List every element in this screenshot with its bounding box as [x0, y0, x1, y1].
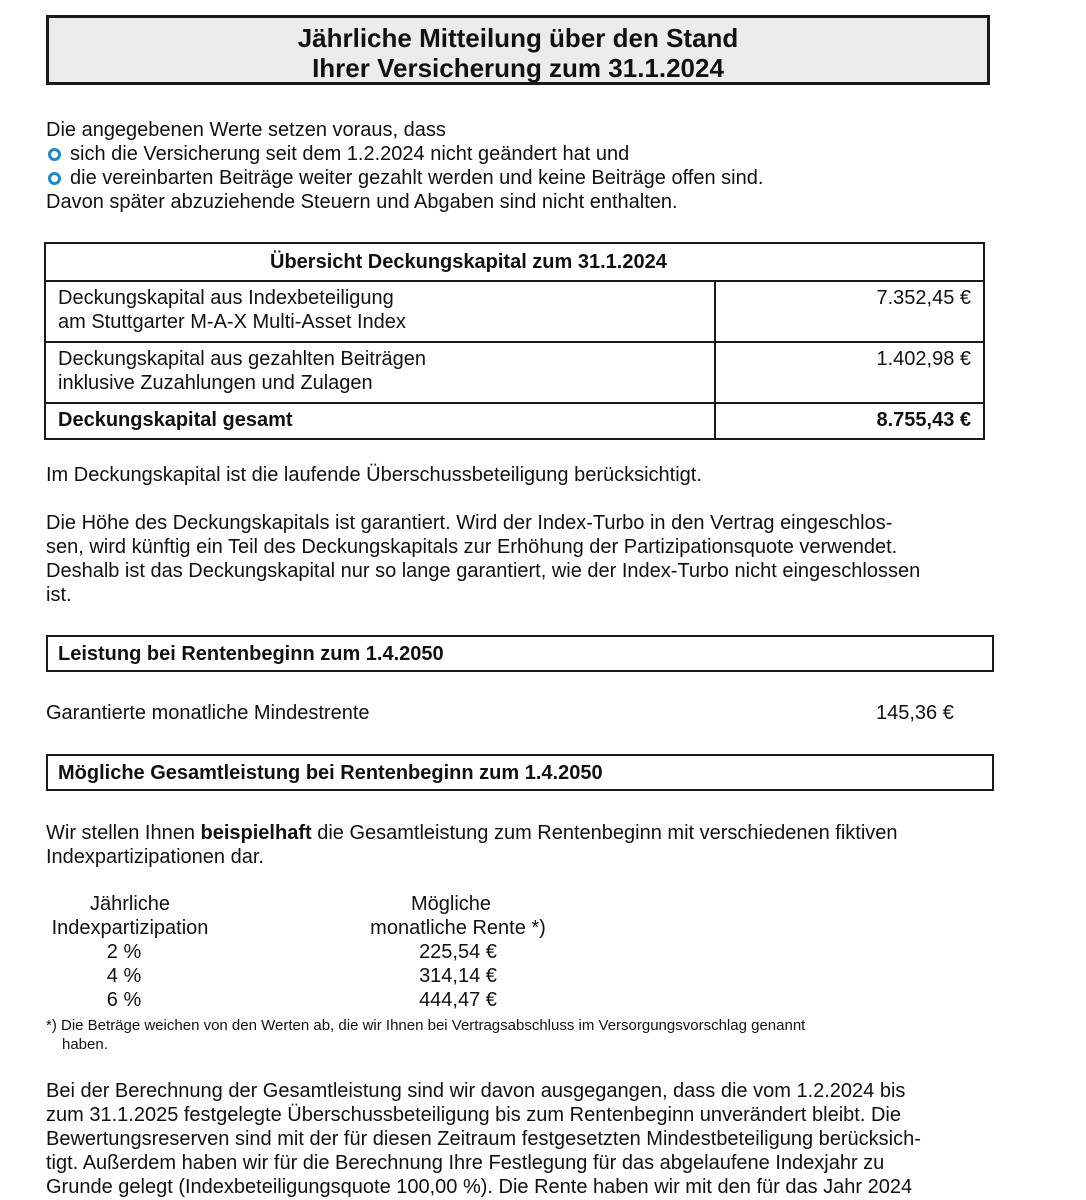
row-label-line-1: Deckungskapital aus Indexbeteiligung — [58, 287, 394, 309]
document-title — [46, 15, 990, 85]
intro-section — [46, 118, 1036, 214]
intro-bullet-1 — [46, 142, 1036, 166]
column-header: monatliche Rente *) — [370, 917, 546, 939]
row-value: 7.352,45 € — [715, 281, 984, 342]
rate-value: 2 % — [106, 941, 142, 963]
total-value: 8.755,43 € — [715, 403, 984, 439]
title-line-2: Ihrer Versicherung zum 31.1.2024 — [312, 53, 724, 83]
pension-value: 225,54 € — [419, 941, 497, 963]
intro-lead: Die angegebenen Werte setzen voraus, dass — [46, 119, 446, 141]
total-row — [45, 403, 984, 439]
row-label — [45, 281, 715, 342]
rate-value: 4 % — [106, 965, 142, 987]
intro-bullet-1-text: sich die Versicherung seit dem 1.2.2024 nicht geändert hat und — [70, 143, 630, 165]
bullet-icon — [48, 172, 61, 185]
example-intro-line-2: Indexpartizipationen dar. — [46, 846, 264, 868]
calculation-paragraph — [46, 1079, 1036, 1199]
intro-bullet-2-text: die vereinbarten Beiträge weiter gezahlt werden und keine Beiträge offen sind. — [70, 167, 764, 189]
row-label-line-2: am Stuttgarter M-A-X Multi-Asset Index — [58, 311, 406, 333]
paragraph-line: Die Höhe des Deckungskapitals ist garantiert. Wird der Index-Turbo in den Vertrag eingeschlos- — [46, 512, 893, 534]
rate-column — [46, 892, 214, 1012]
minimum-pension-value: 145,36 € — [876, 702, 954, 724]
footnote-line-1: *) Die Beträge weichen von den Werten ab, die wir Ihnen bei Vertragsabschluss im Versorgungsvorschlag genannt — [46, 1017, 806, 1034]
column-header: Mögliche — [410, 893, 492, 915]
row-label — [45, 342, 715, 403]
minimum-pension-label: Garantierte monatliche Mindestrente — [46, 702, 370, 724]
guarantee-paragraph — [46, 511, 1036, 607]
paragraph-line: tigt. Außerdem haben wir für die Berechnung Ihre Festlegung für das abgelaufene Indexjahr zu — [46, 1152, 885, 1174]
title-line-1: Jährliche Mitteilung über den Stand — [297, 23, 739, 53]
bullet-icon — [48, 148, 61, 161]
footnote-line-2: haben. — [62, 1036, 108, 1053]
section-heading-pension-start: Leistung bei Rentenbeginn zum 1.4.2050 — [46, 635, 994, 672]
intro-tail: Davon später abzuziehende Steuern und Abgaben sind nicht enthalten. — [46, 191, 678, 213]
intro-text: Wir stellen Ihnen — [46, 822, 201, 844]
pension-value: 314,14 € — [419, 965, 497, 987]
overview-heading-row — [45, 243, 984, 281]
column-header: Jährliche — [89, 893, 171, 915]
section-heading-total-benefit: Mögliche Gesamtleistung bei Rentenbeginn zum 1.4.2050 — [46, 754, 994, 791]
surplus-note: Im Deckungskapital ist die laufende Überschussbeteiligung berücksichtigt. — [46, 464, 702, 486]
total-label: Deckungskapital gesamt — [45, 403, 715, 439]
intro-text: die Gesamtleistung zum Rentenbeginn mit verschiedenen fiktiven — [311, 822, 898, 844]
paragraph-line: Bewertungsreserven sind mit der für diesen Zeitraum festgesetzten Mindestbeteiligung berücksich- — [46, 1128, 921, 1150]
paragraph-line: sen, wird künftig ein Teil des Deckungskapitals zur Erhöhung der Partizipationsquote verwendet. — [46, 536, 898, 558]
paragraph-line: ist. — [46, 584, 72, 606]
example-intro — [46, 821, 1036, 869]
overview-heading: Übersicht Deckungskapital zum 31.1.2024 — [45, 243, 984, 281]
table-row — [45, 281, 984, 342]
footnote — [46, 1016, 986, 1054]
paragraph-line: zum 31.1.2025 festgelegte Überschussbeteiligung bis zum Rentenbeginn unverändert bleibt. Die — [46, 1104, 901, 1126]
overview-table — [44, 242, 985, 440]
paragraph-line: Grunde gelegt (Indexbeteiligungsquote 100,00 %). Die Rente haben wir mit den für das Jahr 2024 — [46, 1176, 913, 1198]
intro-bullet-2 — [46, 166, 1036, 190]
row-label-line-1: Deckungskapital aus gezahlten Beiträgen — [58, 348, 427, 370]
pension-value: 444,47 € — [419, 989, 497, 1011]
pension-column — [358, 892, 558, 1012]
column-header: Indexpartizipation — [51, 917, 209, 939]
example-intro-line-1 — [46, 821, 1036, 845]
intro-bold: beispielhaft — [200, 822, 312, 844]
table-row — [45, 342, 984, 403]
paragraph-line: Deshalb ist das Deckungskapital nur so lange garantiert, wie der Index-Turbo nicht eingeschlossen — [46, 560, 921, 582]
row-value: 1.402,98 € — [715, 342, 984, 403]
paragraph-line: Bei der Berechnung der Gesamtleistung sind wir davon ausgegangen, dass die vom 1.2.2024 bis — [46, 1080, 906, 1102]
rate-value: 6 % — [106, 989, 142, 1011]
row-label-line-2: inklusive Zuzahlungen und Zulagen — [58, 372, 373, 394]
